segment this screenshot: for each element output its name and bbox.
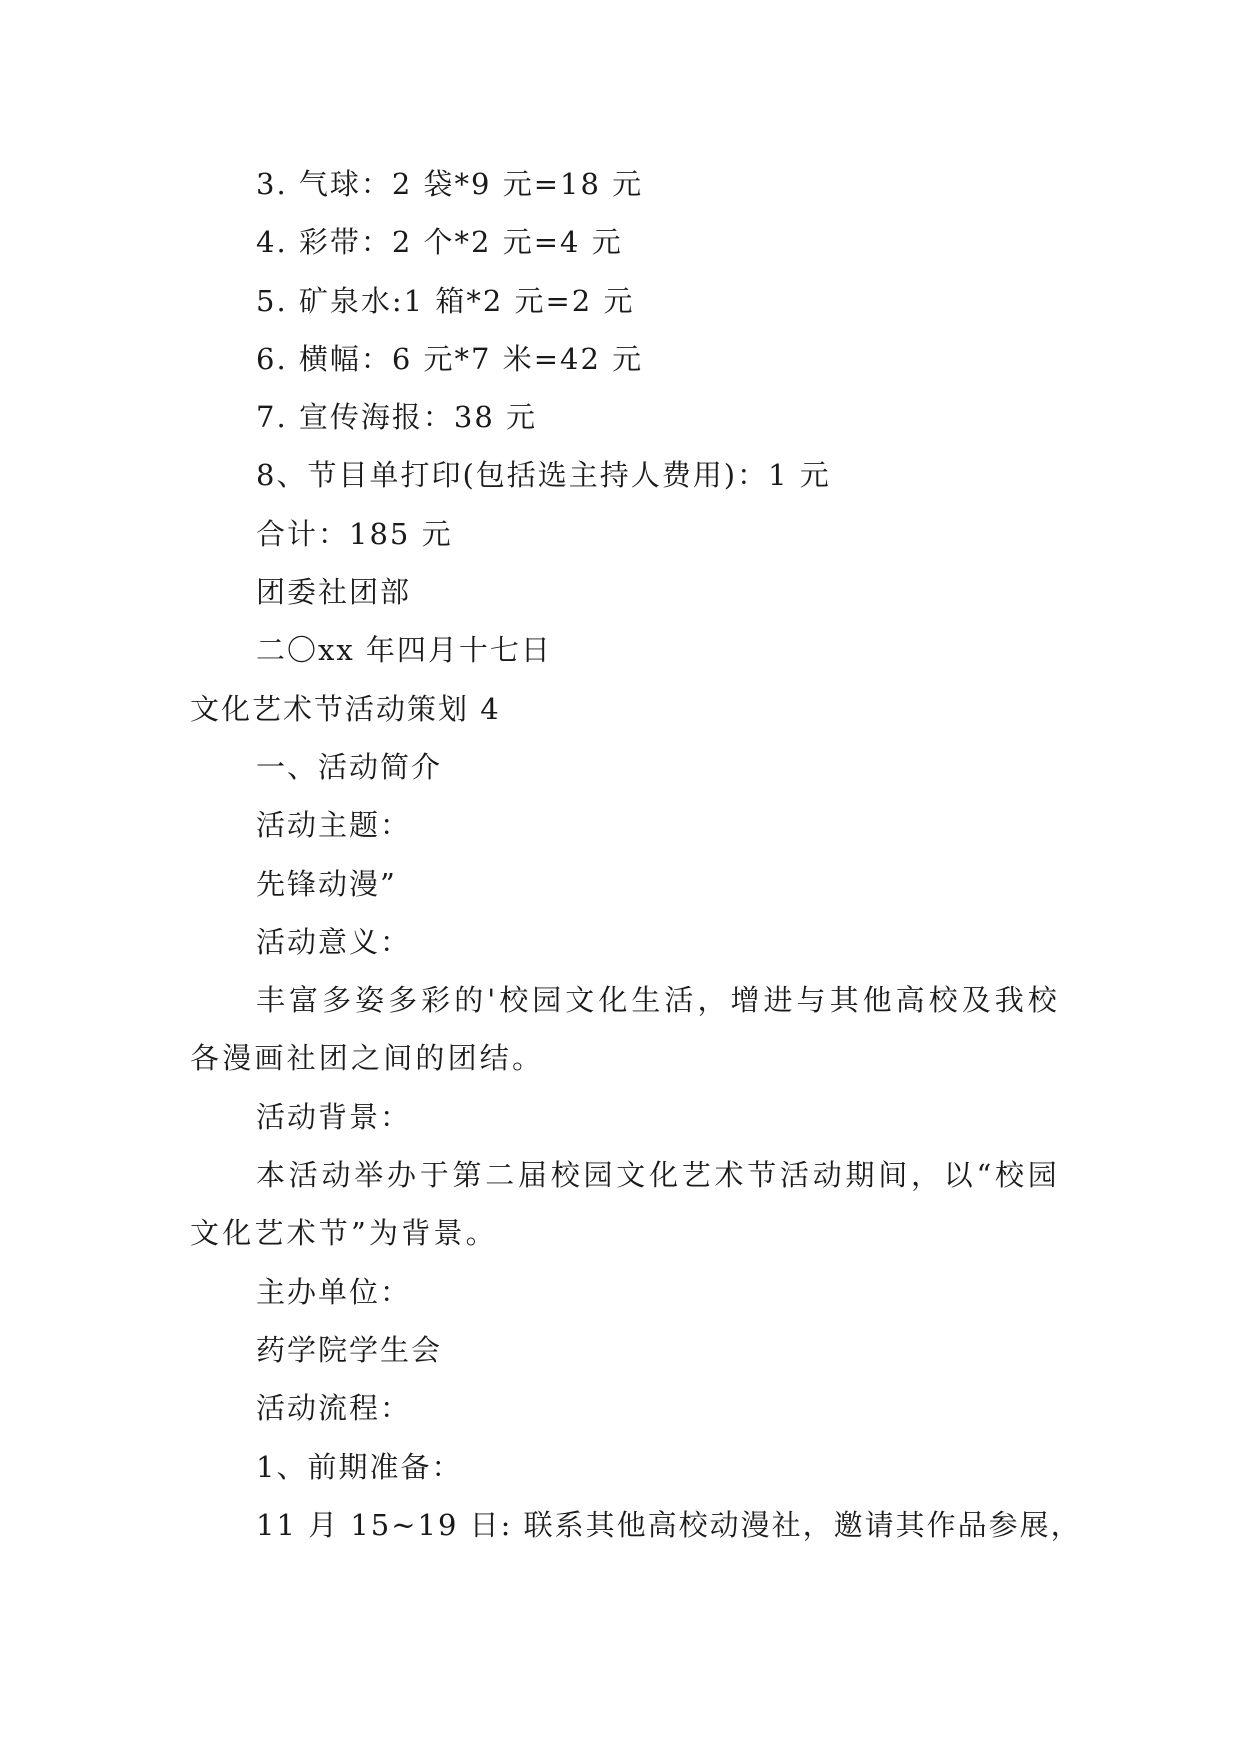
label-theme: 活动主题： (256, 808, 412, 843)
significance-paragraph: 丰富多姿多彩的'校园文化生活，增进与其他高校及我校各漫画社团之间的团结。 (190, 983, 1060, 1076)
budget-total: 合计：185 元 (256, 516, 453, 551)
label-significance: 活动意义： (256, 924, 412, 959)
signature-department: 团委社团部 (256, 575, 412, 610)
label-process: 活动流程： (256, 1391, 412, 1426)
organizer-value: 药学院学生会 (256, 1332, 443, 1367)
theme-value: 先锋动漫” (256, 866, 397, 901)
budget-item-ribbons: 4. 彩带：2 个*2 元=4 元 (256, 225, 623, 260)
section-title: 文化艺术节活动策划 4 (190, 691, 501, 726)
budget-item-balloons: 3. 气球：2 袋*9 元=18 元 (256, 167, 644, 201)
label-organizer: 主办单位： (256, 1274, 412, 1309)
budget-item-poster: 7. 宣传海报：38 元 (256, 400, 538, 435)
process-step-1-detail: 11 月 15~19 日: 联系其他高校动漫社，邀请其作品参展， (256, 1507, 1082, 1542)
label-background: 活动背景： (256, 1099, 412, 1134)
process-step-1: 1、前期准备： (256, 1449, 463, 1484)
section-heading-intro: 一、活动简介 (256, 749, 443, 784)
budget-item-water: 5. 矿泉水:1 箱*2 元=2 元 (256, 283, 635, 318)
budget-item-program: 8、节目单打印(包括选主持人费用)：1 元 (256, 458, 831, 493)
background-paragraph: 本活动举办于第二届校园文化艺术节活动期间，以“校园文化艺术节”为背景。 (190, 1158, 1060, 1251)
signature-date: 二〇xx 年四月十七日 (256, 633, 552, 668)
document-body (190, 155, 1082, 1554)
budget-item-banner: 6. 横幅：6 元*7 米=42 元 (256, 341, 644, 376)
